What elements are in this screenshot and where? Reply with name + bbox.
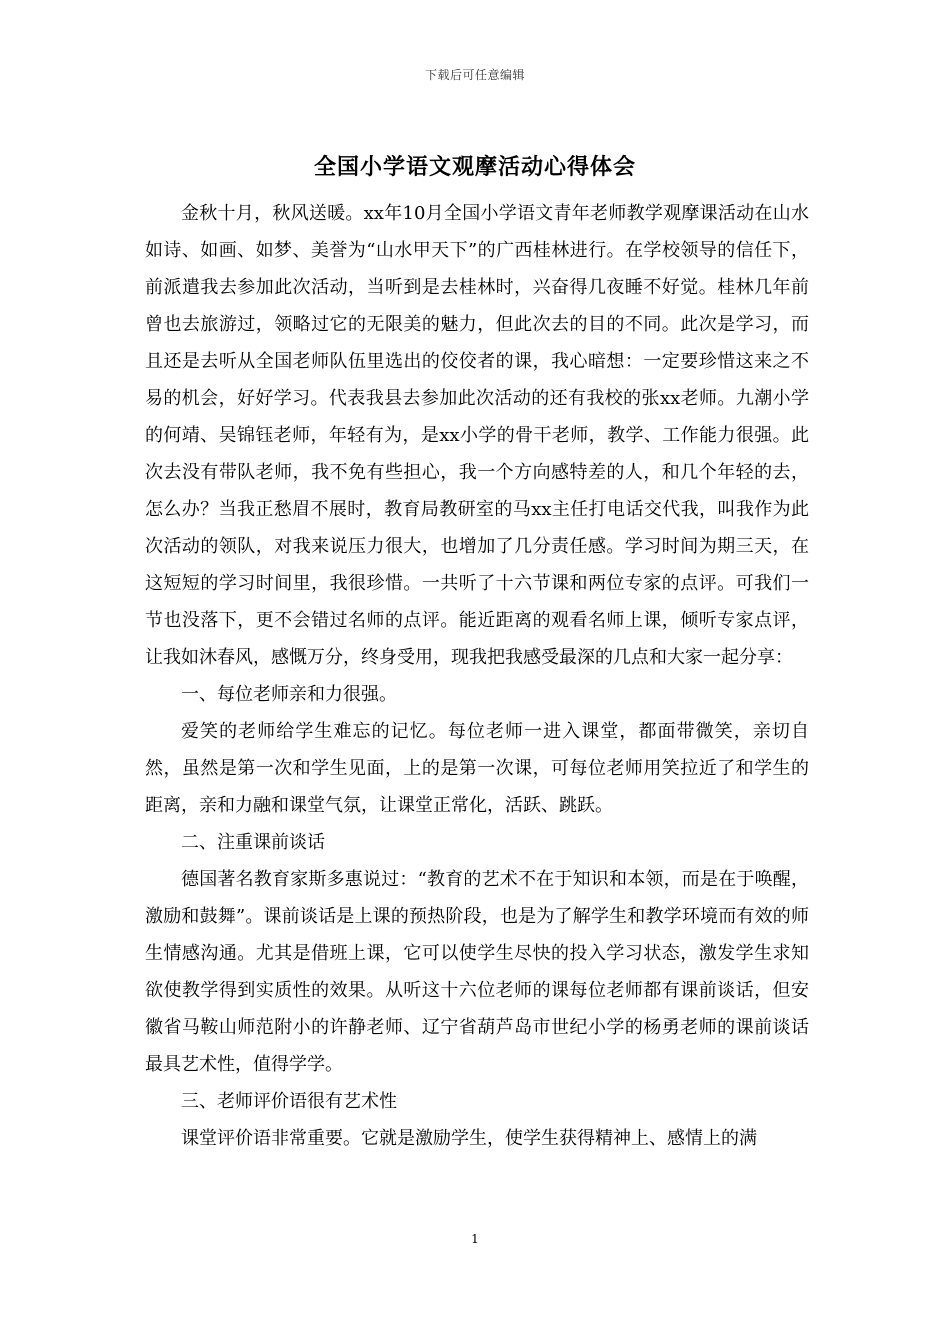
section-paragraph-2: 德国著名教育家斯多惠说过：“教育的艺术不在于知识和本领，而是在于唤醒，激励和鼓舞”。课前谈话是上课的预热阶段，也是为了解学生和教学环境而有效的师生情感沟通。尤其是借班上课，它可以使学生尽快的投入学习状态，激发学生求知欲使教学得到实质性的效果。从听这十六位老师的课每位老师都有课前谈话，但安徽省马鞍山师范附小的许静老师、辽宁省葫芦岛市世纪小学的杨勇老师的课前谈话最具艺术性，值得学学。 bbox=[145, 869, 809, 1075]
document-title: 全国小学语文观摩活动心得体会 bbox=[313, 154, 636, 180]
intro-paragraph: 金秋十月，秋风送暖。xx年10月全国小学语文青年老师教学观摩课活动在山水如诗、如画、如梦、美誉为“山水甲天下”的广西桂林进行。在学校领导的信任下，前派遣我去参加此次活动，当听到是去桂林时，兴奋得几夜睡不好觉。桂林几年前曾也去旅游过，领略过它的无限美的魅力，但此次去的目的不同。此次是学习，而且还是去听从全国老师队伍里选出的佼佼者的课，我心暗想：一定要珍惜这来之不易的机会，好好学习。代表我县去参加此次活动的还有我校的张xx老师。九潮小学的何靖、吴锦钰老师，年轻有为，是xx小学的骨干老师，教学、工作能力很强。此次去没有带队老师，我不免有些担心，我一个方向感特差的人，和几个年轻的去，怎么办？当我正愁眉不展时，教育局教研室的马xx主任打电话交代我，叫我作为此次活动的领队，对我来说压力很大，也增加了几分责任感。学习时间为期三天，在这短短的学习时间里，我很珍惜。一共听了十六节课和两位专家的点评。可我们一节也没落下，更不会错过名师的点评。能近距离的观看名师上课，倾听专家点评，让我如沐春风，感慨万分，终身受用，现我把我感受最深的几点和大家一起分享： bbox=[145, 203, 809, 668]
section-heading-2: 二、注重课前谈话 bbox=[181, 832, 325, 853]
page-header: 下载后可任意编辑 bbox=[424, 68, 525, 82]
section-paragraph-3: 课堂评价语非常重要。它就是激励学生，使学生获得精神上、感情上的满 bbox=[181, 1128, 757, 1149]
section-heading-3: 三、老师评价语很有艺术性 bbox=[181, 1091, 397, 1112]
document-body bbox=[145, 195, 809, 1157]
page-number: 1 bbox=[471, 1232, 479, 1246]
section-heading-1: 一、每位老师亲和力很强。 bbox=[181, 684, 397, 705]
section-paragraph-1: 爱笑的老师给学生难忘的记忆。每位老师一进入课堂，都面带微笑，亲切自然，虽然是第一次和学生见面，上的是第一次课，可每位老师用笑拉近了和学生的距离，亲和力融和课堂气氛，让课堂正常化，活跃、跳跃。 bbox=[145, 721, 809, 816]
